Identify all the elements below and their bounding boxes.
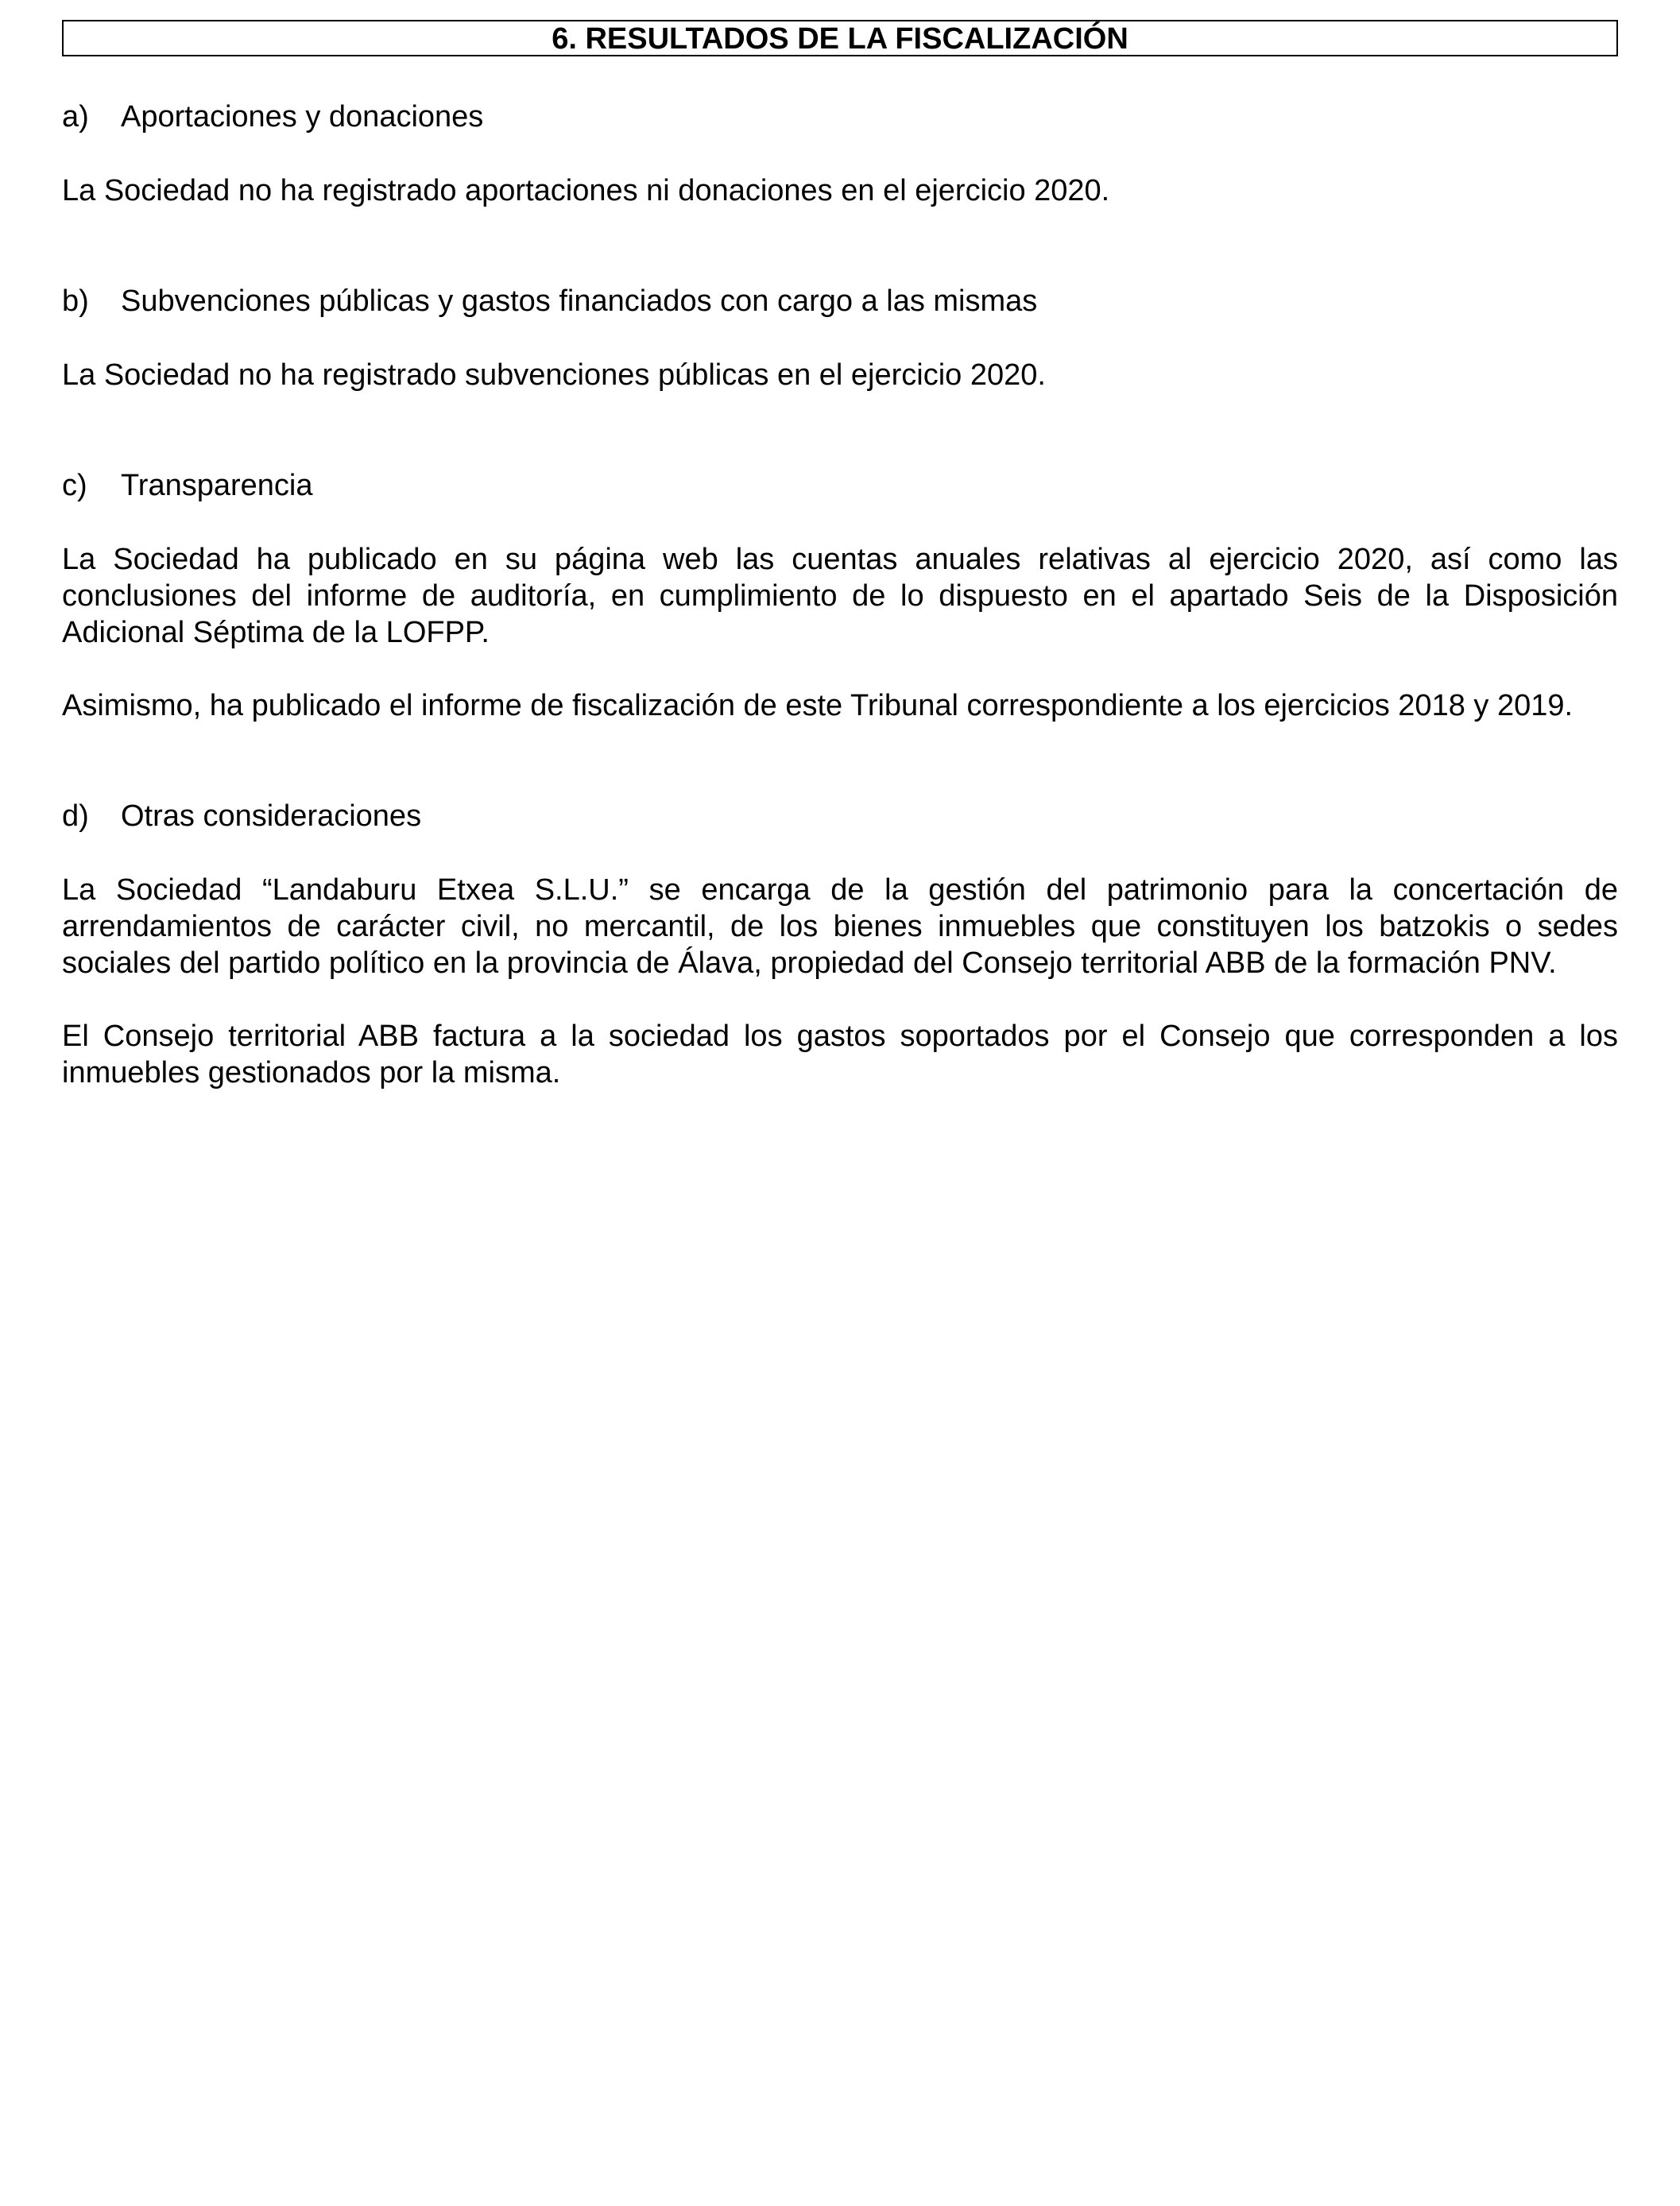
section-d-paragraph-1: La Sociedad “Landaburu Etxea S.L.U.” se encarga de la gestión del patrimonio para la concertación de arrendamientos de carácter civil, no mercantil, de los bienes inmuebles que constituyen los batzokis o sedes sociales del partido político en la provincia de Álava, propiedad del Consejo territorial ABB de la formación PNV. [62, 873, 1618, 980]
section-c-paragraph-1: La Sociedad ha publicado en su página web las cuentas anuales relativas al ejercicio 2020, así como las conclusiones del informe de auditoría, en cumplimiento de lo dispuesto en el apartado Seis de la Disposición Adicional Séptima de la LOFPP. [62, 543, 1618, 649]
section-b-heading [62, 283, 1618, 319]
section-title: 6. RESULTADOS DE LA FISCALIZACIÓN [62, 20, 1618, 56]
section-d-title: Otras consideraciones [121, 799, 422, 833]
document-page [62, 20, 1618, 1091]
section-c-heading [62, 467, 1618, 504]
section-d-paragraph-2: El Consejo territorial ABB factura a la sociedad los gastos soportados por el Consejo que corresponden a los inmuebles gestionados por la misma. [62, 1020, 1618, 1089]
section-b-title: Subvenciones públicas y gastos financiados con cargo a las mismas [121, 284, 1038, 318]
section-c-paragraph-2: Asimismo, ha publicado el informe de fiscalización de este Tribunal correspondiente a los ejercicios 2018 y 2019. [62, 689, 1574, 722]
section-a-paragraph-1: La Sociedad no ha registrado aportaciones ni donaciones en el ejercicio 2020. [62, 174, 1110, 207]
section-b-paragraph-1: La Sociedad no ha registrado subvenciones públicas en el ejercicio 2020. [62, 358, 1046, 392]
section-c-title: Transparencia [121, 469, 313, 502]
section-d-marker: d) [62, 799, 89, 833]
section-d-heading [62, 798, 1618, 834]
section-a-marker: a) [62, 100, 89, 134]
section-a-heading [62, 99, 1618, 135]
section-a-title: Aportaciones y donaciones [121, 100, 484, 134]
section-b-marker: b) [62, 284, 89, 318]
section-c-marker: c) [62, 469, 87, 502]
